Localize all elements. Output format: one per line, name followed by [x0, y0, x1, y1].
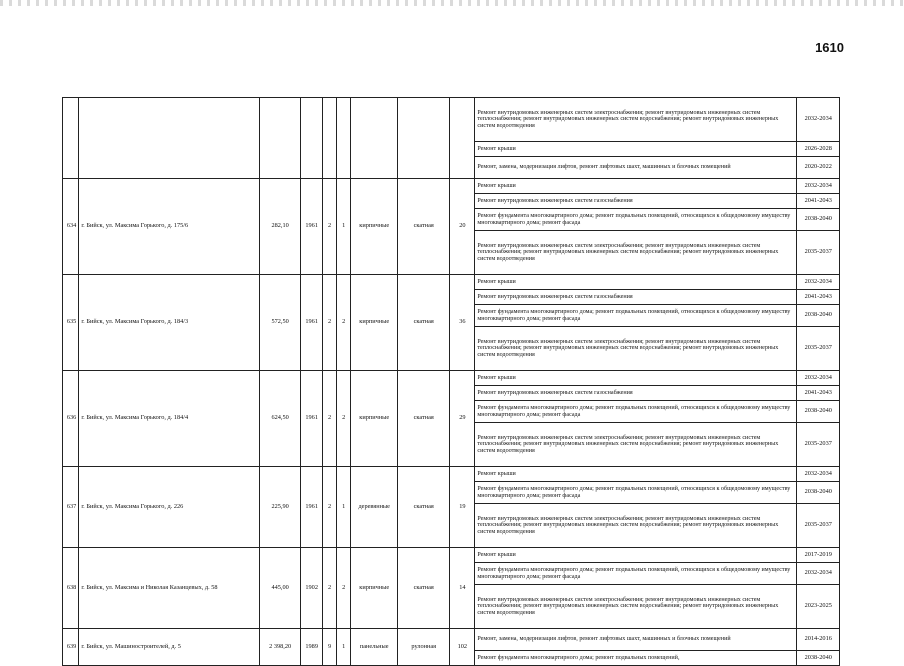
entry-wall-material: кирпичные [351, 371, 398, 467]
work-period: 2035-2037 [797, 423, 840, 467]
work-description: Ремонт крыши [475, 179, 797, 194]
work-period: 2041-2043 [797, 194, 840, 209]
work-period: 2020-2022 [797, 157, 840, 179]
work-period: 2026-2028 [797, 142, 840, 157]
entry-number: 636 [63, 371, 79, 467]
entry-address: г. Бийск, ул. Максима и Николая Казанцевых, д. 58 [79, 548, 260, 629]
work-description: Ремонт фундамента многоквартирного дома; ремонт подвальных помещений, относящихся к общедомовому имуществу многоквартирного дома; ремонт фасада [475, 563, 797, 585]
work-period: 2038-2040 [797, 651, 840, 666]
entry-wall-material: деревянные [351, 467, 398, 548]
entry-wall-material [351, 98, 398, 179]
table-row [63, 371, 840, 386]
entry-area [259, 98, 300, 179]
entry-area: 282,10 [259, 179, 300, 275]
work-period: 2038-2040 [797, 209, 840, 231]
work-period: 2038-2040 [797, 305, 840, 327]
entry-floors: 2 [323, 467, 337, 548]
table-row [63, 629, 840, 651]
entry-year: 1961 [301, 275, 323, 371]
entry-apartments: 20 [450, 179, 475, 275]
work-description: Ремонт внутридомовых инженерных систем электроснабжения; ремонт внутридомовых инженерных систем теплоснабжения; ремонт внутридомовых инженерных систем водоснабжения; ремонт внутридомовых инженерных систем водоотведения [475, 423, 797, 467]
entry-entrances: 1 [337, 179, 351, 275]
entry-roof-type: скатная [398, 179, 450, 275]
work-period: 2032-2034 [797, 275, 840, 290]
work-period: 2035-2037 [797, 231, 840, 275]
entry-year: 1961 [301, 371, 323, 467]
work-period: 2032-2034 [797, 467, 840, 482]
work-period: 2032-2034 [797, 371, 840, 386]
work-description: Ремонт внутридомовых инженерных систем электроснабжения; ремонт внутридомовых инженерных систем теплоснабжения; ремонт внутридомовых инженерных систем водоснабжения; ремонт внутридомовых инженерных систем водоотведения [475, 327, 797, 371]
table-row [63, 98, 840, 142]
work-period: 2023-2025 [797, 585, 840, 629]
entry-floors: 2 [323, 371, 337, 467]
work-period: 2032-2034 [797, 179, 840, 194]
entry-wall-material: кирпичные [351, 179, 398, 275]
entry-number: 637 [63, 467, 79, 548]
entry-floors [323, 98, 337, 179]
entry-floors: 2 [323, 275, 337, 371]
entry-address: г. Бийск, ул. Машиностроителей, д. 5 [79, 629, 260, 666]
entry-apartments: 102 [450, 629, 475, 666]
work-description: Ремонт крыши [475, 467, 797, 482]
work-description: Ремонт внутридомовых инженерных систем газоснабжения [475, 386, 797, 401]
entry-address: г. Бийск, ул. Максима Горького, д. 184/4 [79, 371, 260, 467]
work-period: 2035-2037 [797, 327, 840, 371]
scan-edge-artifact [0, 0, 904, 6]
entry-roof-type [398, 98, 450, 179]
entry-entrances: 2 [337, 548, 351, 629]
work-description: Ремонт крыши [475, 548, 797, 563]
entry-entrances [337, 98, 351, 179]
entry-address: г. Бийск, ул. Максима Горького, д. 175/6 [79, 179, 260, 275]
work-description: Ремонт фундамента многоквартирного дома; ремонт подвальных помещений, относящихся к общедомовому имуществу многоквартирного дома; ремонт фасада [475, 305, 797, 327]
work-description: Ремонт фундамента многоквартирного дома; ремонт подвальных помещений, относящихся к общедомовому имуществу многоквартирного дома; ремонт фасада [475, 401, 797, 423]
work-description: Ремонт внутридомовых инженерных систем электроснабжения; ремонт внутридомовых инженерных систем теплоснабжения; ремонт внутридомовых инженерных систем водоснабжения; ремонт внутридомовых инженерных систем водоотведения [475, 504, 797, 548]
work-description: Ремонт внутридомовых инженерных систем электроснабжения; ремонт внутридомовых инженерных систем теплоснабжения; ремонт внутридомовых инженерных систем водоснабжения; ремонт внутридомовых инженерных систем водоотведения [475, 231, 797, 275]
repair-schedule-table [62, 97, 840, 666]
table-body [63, 98, 840, 666]
entry-roof-type: скатная [398, 548, 450, 629]
entry-year: 1902 [301, 548, 323, 629]
work-description: Ремонт фундамента многоквартирного дома; ремонт подвальных помещений, [475, 651, 797, 666]
entry-apartments: 19 [450, 467, 475, 548]
entry-entrances: 1 [337, 629, 351, 666]
entry-floors: 2 [323, 179, 337, 275]
work-description: Ремонт, замена, модернизация лифтов, ремонт лифтовых шахт, машинных и блочных помещений [475, 157, 797, 179]
entry-number: 634 [63, 179, 79, 275]
entry-address: г. Бийск, ул. Максима Горького, д. 184/3 [79, 275, 260, 371]
entry-roof-type: рулонная [398, 629, 450, 666]
table-row [63, 467, 840, 482]
work-description: Ремонт внутридомовых инженерных систем газоснабжения [475, 290, 797, 305]
work-period: 2014-2016 [797, 629, 840, 651]
work-description: Ремонт внутридомовых инженерных систем газоснабжения [475, 194, 797, 209]
entry-entrances: 1 [337, 467, 351, 548]
work-period: 2032-2034 [797, 98, 840, 142]
entry-year: 1961 [301, 179, 323, 275]
entry-apartments [450, 98, 475, 179]
entry-apartments: 29 [450, 371, 475, 467]
work-description: Ремонт крыши [475, 142, 797, 157]
entry-roof-type: скатная [398, 371, 450, 467]
entry-roof-type: скатная [398, 467, 450, 548]
entry-floors: 2 [323, 548, 337, 629]
entry-number [63, 98, 79, 179]
page-number: 1610 [815, 40, 844, 55]
work-description: Ремонт фундамента многоквартирного дома; ремонт подвальных помещений, относящихся к общедомовому имуществу многоквартирного дома; ремонт фасада [475, 209, 797, 231]
work-period: 2041-2043 [797, 386, 840, 401]
entry-area: 225,90 [259, 467, 300, 548]
entry-area: 2 398,20 [259, 629, 300, 666]
entry-entrances: 2 [337, 275, 351, 371]
table-row [63, 179, 840, 194]
entry-apartments: 36 [450, 275, 475, 371]
work-period: 2035-2037 [797, 504, 840, 548]
work-period: 2038-2040 [797, 401, 840, 423]
entry-wall-material: панельные [351, 629, 398, 666]
work-description: Ремонт внутридомовых инженерных систем электроснабжения; ремонт внутридомовых инженерных систем теплоснабжения; ремонт внутридомовых инженерных систем водоснабжения; ремонт внутридомовых инженерных систем водоотведения [475, 585, 797, 629]
work-description: Ремонт крыши [475, 275, 797, 290]
work-period: 2041-2043 [797, 290, 840, 305]
entry-number: 639 [63, 629, 79, 666]
entry-year: 1989 [301, 629, 323, 666]
entry-roof-type: скатная [398, 275, 450, 371]
work-description: Ремонт внутридомовых инженерных систем электроснабжения; ремонт внутридомовых инженерных систем теплоснабжения; ремонт внутридомовых инженерных систем водоснабжения; ремонт внутридомовых инженерных систем водоотведения [475, 98, 797, 142]
entry-wall-material: кирпичные [351, 548, 398, 629]
work-description: Ремонт фундамента многоквартирного дома; ремонт подвальных помещений, относящихся к общедомовому имуществу многоквартирного дома; ремонт фасада [475, 482, 797, 504]
table-row [63, 548, 840, 563]
entry-entrances: 2 [337, 371, 351, 467]
work-period: 2017-2019 [797, 548, 840, 563]
entry-address [79, 98, 260, 179]
entry-number: 638 [63, 548, 79, 629]
work-description: Ремонт, замена, модернизация лифтов, ремонт лифтовых шахт, машинных и блочных помещений [475, 629, 797, 651]
table-row [63, 275, 840, 290]
entry-area: 572,50 [259, 275, 300, 371]
work-period: 2038-2040 [797, 482, 840, 504]
entry-year [301, 98, 323, 179]
work-period: 2032-2034 [797, 563, 840, 585]
entry-number: 635 [63, 275, 79, 371]
entry-area: 445,00 [259, 548, 300, 629]
work-description: Ремонт крыши [475, 371, 797, 386]
entry-wall-material: кирпичные [351, 275, 398, 371]
entry-address: г. Бийск, ул. Максима Горького, д. 226 [79, 467, 260, 548]
entry-apartments: 14 [450, 548, 475, 629]
entry-year: 1961 [301, 467, 323, 548]
entry-floors: 9 [323, 629, 337, 666]
entry-area: 624,50 [259, 371, 300, 467]
